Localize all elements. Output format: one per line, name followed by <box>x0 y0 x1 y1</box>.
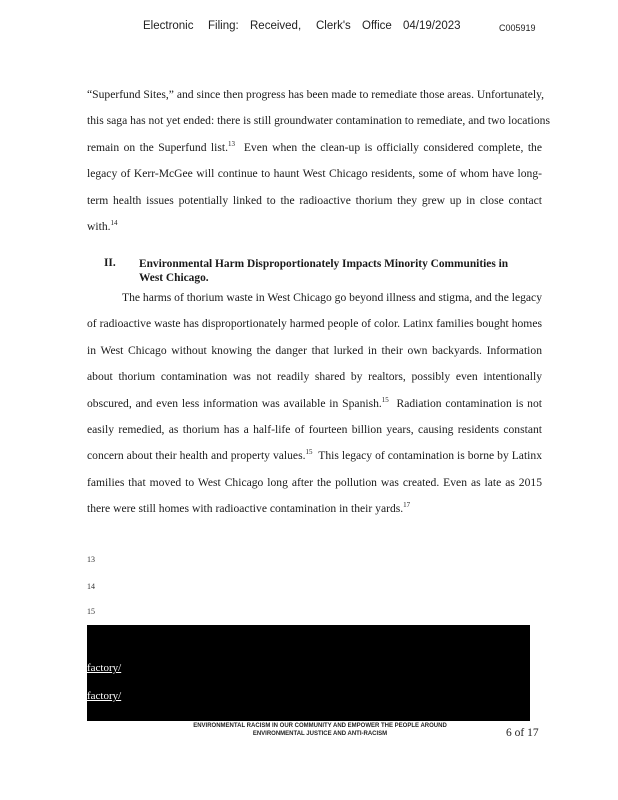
footnote-ref: 17 <box>403 501 411 510</box>
footnote-ref: 14 <box>110 219 118 228</box>
heading-line: West Chicago. <box>139 272 209 284</box>
header-date: 04/19/2023 <box>403 20 461 32</box>
heading-number: II. <box>104 257 116 269</box>
page-footer <box>180 722 460 738</box>
header-code: C005919 <box>499 23 536 33</box>
footnote-number: 13 <box>87 555 95 564</box>
footnote-link[interactable]: factory/ <box>87 662 122 674</box>
text-line: of radioactive waste has disproportionately harmed people of color. Latinx families bought homes <box>87 317 542 331</box>
text-line: legacy of Kerr-McGee will continue to haunt West Chicago residents, some of whom have long- <box>87 167 542 181</box>
text-line <box>87 214 542 240</box>
text-span: there were still homes with radioactive contamination in their yards. <box>87 502 404 516</box>
page-number: 6 of 17 <box>506 727 539 739</box>
paragraph-1 <box>87 82 550 240</box>
heading-line: Environmental Harm Disproportionately Impacts Minority Communities in <box>139 258 509 270</box>
text-line: about thorium contamination was not readily shared by realtors, possibly even intentionally <box>87 370 542 384</box>
filing-header <box>0 20 618 38</box>
text-span: Even when the clean-up is officially considered complete, the <box>243 140 542 154</box>
text-line <box>87 496 542 522</box>
text-span: concern about their health and property values. <box>87 449 306 463</box>
footer-line: ENVIRONMENTAL JUSTICE AND ANTI-RACISM <box>252 731 388 737</box>
text-line: this saga has not yet ended: there is still groundwater contamination to remediate, and two locations <box>87 114 550 128</box>
text-span: with. <box>87 220 111 234</box>
header-word: Received, <box>250 20 302 32</box>
text-line <box>87 443 542 469</box>
text-span: remain on the Superfund list. <box>87 140 228 154</box>
redaction-block <box>87 625 530 721</box>
footer-line: ENVIRONMENTAL RACISM IN OUR COMMUNITY AND EMPOWER THE PEOPLE AROUND <box>193 723 447 729</box>
footnote-ref: 15 <box>381 395 389 404</box>
heading-title <box>139 257 539 285</box>
text-line: easily remedied, as thorium has a half-life of fourteen billion years, causing residents constant <box>87 423 542 437</box>
header-word: Clerk's <box>316 20 351 32</box>
text-span: This legacy of contamination is borne by Latinx <box>318 449 542 463</box>
text-span: Radiation contamination is not <box>396 396 542 410</box>
footnote-number: 14 <box>87 582 95 591</box>
text-line <box>87 391 542 417</box>
text-span: obscured, and even less information was available in Spanish. <box>87 396 382 410</box>
header-word: Filing: <box>208 20 239 32</box>
paragraph-2 <box>87 285 542 523</box>
header-word: Office <box>362 20 392 32</box>
text-line <box>87 135 542 161</box>
footnote-ref: 15 <box>305 448 313 457</box>
text-line: in West Chicago without knowing the danger that lurked in their own backyards. Information <box>87 343 542 357</box>
text-line: The harms of thorium waste in West Chicago go beyond illness and stigma, and the legacy <box>122 291 543 304</box>
footnote-link[interactable]: factory/ <box>87 690 122 702</box>
text-line: term health issues potentially linked to the radioactive thorium they grew up in close contact <box>87 193 542 207</box>
footnote-ref: 13 <box>228 139 235 148</box>
text-line: families that moved to West Chicago long after the pollution was created. Even as late as 2015 <box>87 475 542 489</box>
footnote-number: 15 <box>87 607 95 616</box>
text-line: “Superfund Sites,” and since then progress has been made to remediate those areas. Unfortunately, <box>87 88 545 101</box>
header-word: Electronic <box>143 20 194 32</box>
